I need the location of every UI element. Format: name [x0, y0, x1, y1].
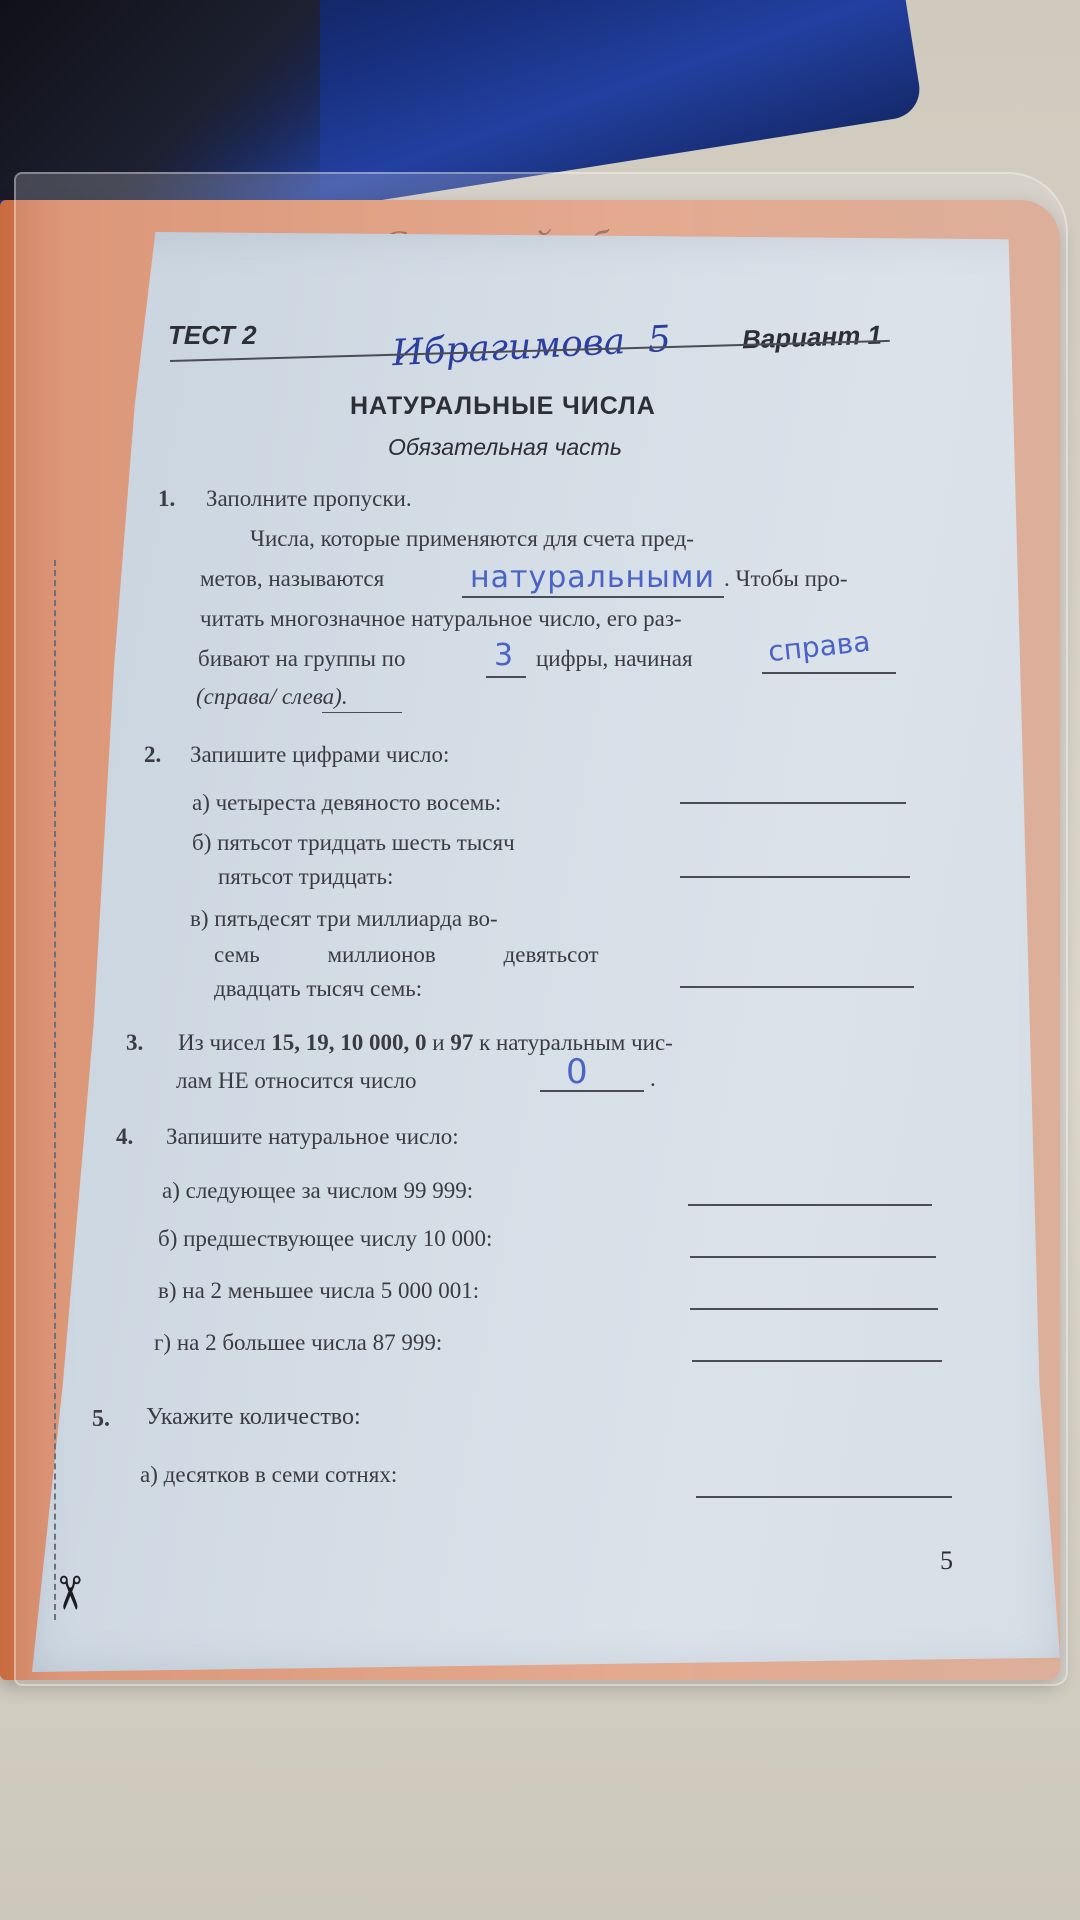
student-name-handwritten: Ибрагимова 5	[391, 318, 672, 375]
q3-line-2: лам НЕ относится число	[176, 1068, 417, 1093]
q5-prompt: Укажите количество:	[146, 1404, 361, 1430]
q1-blank-2[interactable]	[486, 676, 526, 678]
page-subtitle: Обязательная часть	[388, 434, 622, 460]
q5-answer-a-line[interactable]	[696, 1496, 952, 1498]
q2-item-b-line2: пятьсот тридцать:	[218, 864, 394, 889]
variant-label: Вариант 1	[741, 319, 883, 355]
q2-number: 2.	[144, 742, 162, 767]
q5-number: 5.	[92, 1406, 110, 1432]
q2-item-c-line1: в) пятьдесят три миллиарда во-	[190, 906, 498, 931]
q4-item-d: г) на 2 большее числа 87 999:	[154, 1330, 443, 1355]
q3-numbers: 15, 19, 10 000, 0	[271, 1030, 427, 1055]
student-class: 5	[646, 318, 672, 361]
scissors-icon: ✂	[42, 1573, 97, 1613]
page-title: НАТУРАЛЬНЫЕ ЧИСЛА	[350, 392, 656, 420]
q1-line-5: (справа/ слева).	[196, 684, 348, 709]
q4-answer-c-line[interactable]	[690, 1308, 938, 1310]
q4-answer-a-line[interactable]	[688, 1204, 932, 1206]
q1-line-2b: . Чтобы про-	[724, 566, 848, 591]
q1-line-2a: метов, называются	[200, 566, 385, 591]
q3-number-last: 97	[450, 1030, 474, 1055]
q1-line-1: Числа, которые применяются для счета пред-	[250, 526, 694, 551]
q2-item-c-line2: семь миллионов девятьсот	[214, 942, 599, 967]
q2-answer-a-line[interactable]	[680, 802, 906, 804]
q1-answer-3-handwritten: справа	[766, 624, 872, 669]
q1-blank-1[interactable]	[462, 596, 724, 598]
q3-answer-handwritten: 0	[566, 1052, 588, 1092]
q2-answer-c-line[interactable]	[680, 986, 914, 988]
q4-item-c: в) на 2 меньшее числа 5 000 001:	[158, 1278, 480, 1303]
q2-item-c-line3: двадцать тысяч семь:	[214, 976, 423, 1001]
q1-line-3: читать многозначное натуральное число, его раз-	[200, 606, 682, 631]
dark-corner	[0, 0, 320, 200]
q4-answer-b-line[interactable]	[690, 1256, 936, 1258]
q4-item-b: б) предшествующее числу 10 000:	[158, 1226, 493, 1251]
q4-number: 4.	[116, 1124, 134, 1149]
q1-blank-3[interactable]	[762, 672, 896, 674]
q1-line-4a: бивают на группы по	[198, 646, 406, 671]
q3-line-1: Из чисел 15, 19, 10 000, 0 и 97 к натуральным чис-	[178, 1030, 673, 1055]
q1-answer-2-handwritten: 3	[494, 638, 514, 673]
q5-item-a: а) десятков в семи сотнях:	[140, 1462, 398, 1487]
q4-answer-d-line[interactable]	[692, 1360, 942, 1362]
page-number: 5	[940, 1546, 953, 1575]
q3-number: 3.	[126, 1030, 144, 1055]
q1-prompt: Заполните пропуски.	[206, 486, 412, 511]
q3-end-period: .	[650, 1066, 656, 1091]
q1-line-4b: цифры, начиная	[536, 646, 693, 671]
q2-prompt: Запишите цифрами число:	[190, 742, 450, 767]
cut-line	[54, 560, 56, 1620]
q4-prompt: Запишите натуральное число:	[166, 1124, 459, 1149]
q2-answer-b-line[interactable]	[680, 876, 910, 878]
q3-answer-line[interactable]	[540, 1090, 644, 1092]
q2-item-a: а) четыреста девяносто восемь:	[192, 790, 502, 815]
q4-item-a: а) следующее за числом 99 999:	[162, 1178, 474, 1203]
q1-number: 1.	[158, 486, 176, 511]
q1-underline-sleva	[322, 712, 402, 713]
q1-answer-1-handwritten: натуральными	[470, 560, 715, 595]
q2-item-b-line1: б) пятьсот тридцать шесть тысяч	[192, 830, 515, 855]
test-label: ТЕСТ 2	[168, 320, 257, 350]
